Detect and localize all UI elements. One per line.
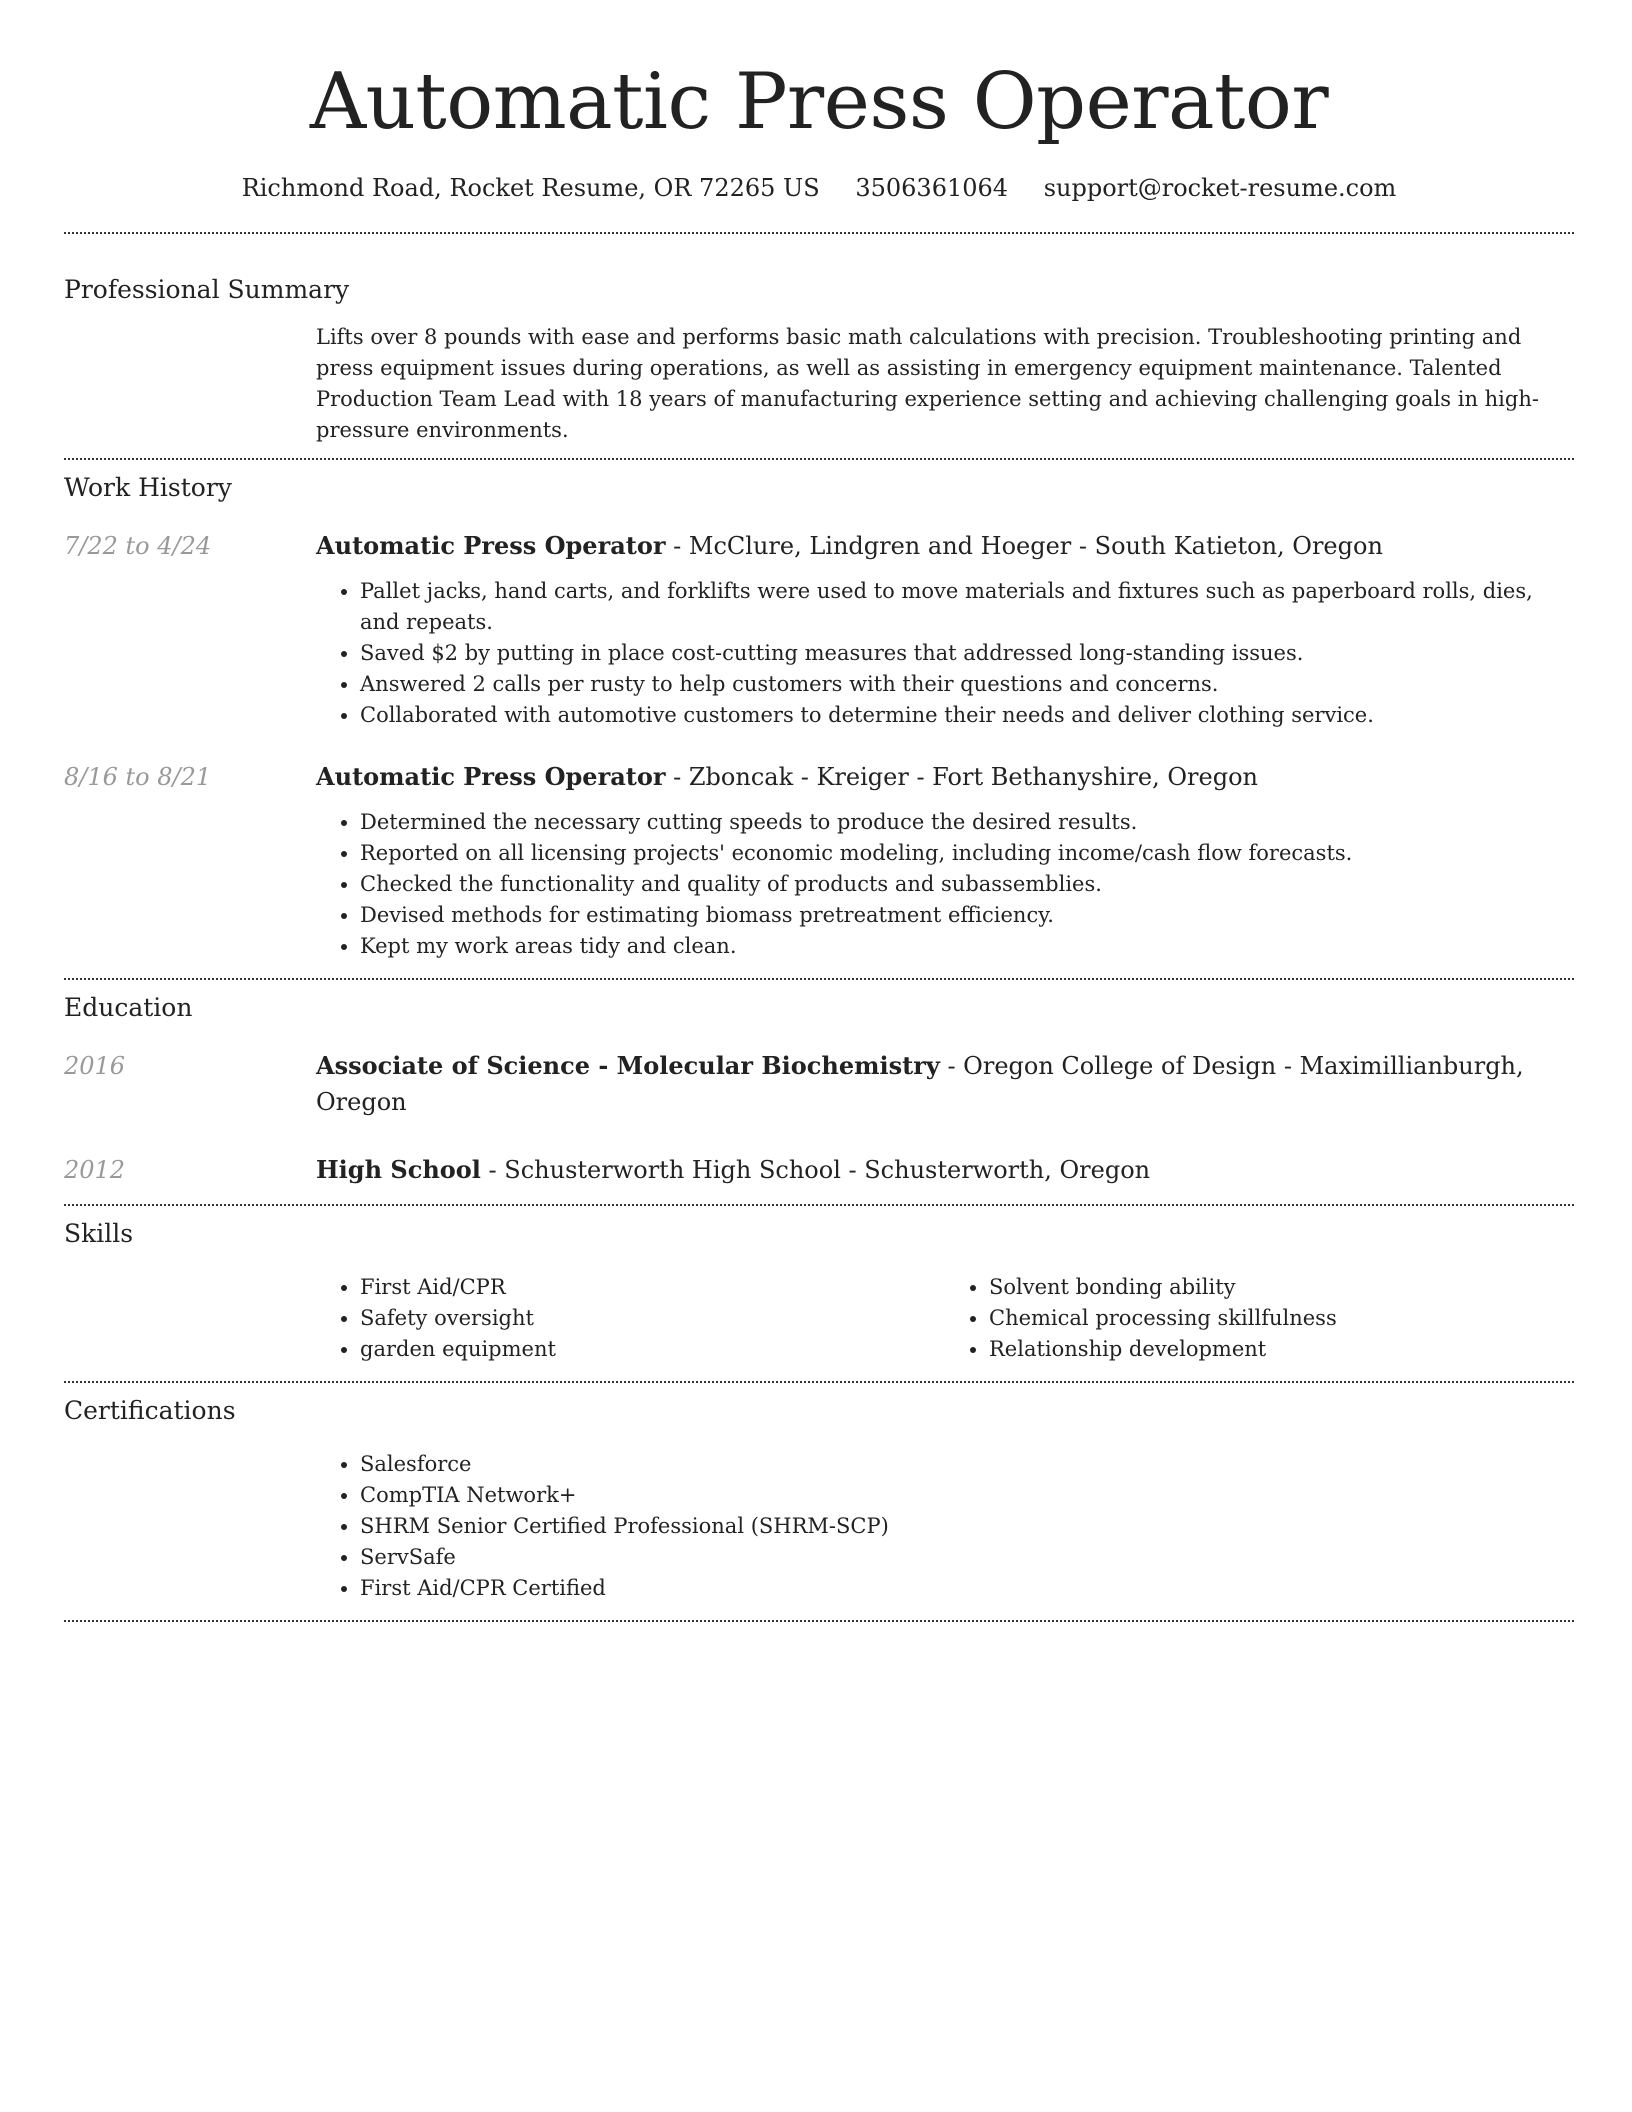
phone-text: 3506361064 — [855, 174, 1009, 202]
education-details: - Schusterworth High School - Schusterworth, Oregon — [480, 1156, 1151, 1184]
job-dates: 7/22 to 4/24 — [64, 532, 212, 560]
list-item: • Answered 2 calls per rusty to help customers with their questions and concerns. — [360, 669, 1574, 700]
education-entry — [64, 1048, 1574, 1120]
section-title-work: Work History — [64, 473, 232, 502]
list-item: • Solvent bonding ability — [989, 1272, 1574, 1303]
section-title-certifications: Certifications — [64, 1396, 236, 1425]
list-item: • Devised methods for estimating biomass pretreatment efficiency. — [360, 900, 1574, 931]
skills-section — [64, 1206, 1574, 1365]
job-role: Automatic Press Operator — [316, 762, 666, 791]
education-year: 2012 — [64, 1156, 126, 1184]
list-item: • Reported on all licensing projects' economic modeling, including income/cash flow forecasts. — [360, 838, 1574, 869]
resume-page — [64, 0, 1574, 1622]
list-item: • Relationship development — [989, 1334, 1574, 1365]
job-dates: 8/16 to 8/21 — [64, 763, 212, 791]
job-entry — [64, 528, 1574, 731]
section-title-summary: Professional Summary — [64, 275, 350, 304]
address-text: Richmond Road, Rocket Resume, OR 72265 US — [241, 174, 820, 202]
section-divider — [64, 1620, 1574, 1622]
job-entry — [64, 759, 1574, 962]
job-heading — [316, 759, 1574, 795]
contact-line — [64, 170, 1574, 206]
email-text: support@rocket-resume.com — [1043, 174, 1397, 202]
list-item: • Kept my work areas tidy and clean. — [360, 931, 1574, 962]
summary-section — [64, 234, 1574, 446]
list-item: • garden equipment — [360, 1334, 945, 1365]
education-section — [64, 980, 1574, 1188]
section-title-skills: Skills — [64, 1219, 134, 1248]
education-degree: High School — [316, 1155, 481, 1184]
list-item: • Saved $2 by putting in place cost-cutting measures that addressed long-standing issues. — [360, 638, 1574, 669]
skills-list-left — [316, 1272, 945, 1365]
list-item: • Determined the necessary cutting speeds to produce the desired results. — [360, 807, 1574, 838]
job-bullets — [316, 576, 1574, 731]
list-item: • SHRM Senior Certified Professional (SHRM-SCP) — [360, 1511, 1574, 1542]
candidate-name: Automatic Press Operator — [309, 57, 1329, 147]
education-entry — [64, 1152, 1574, 1188]
education-degree: Associate of Science - Molecular Biochemistry — [316, 1051, 940, 1080]
list-item: • First Aid/CPR — [360, 1272, 945, 1303]
list-item: • Safety oversight — [360, 1303, 945, 1334]
job-role: Automatic Press Operator — [316, 531, 666, 560]
list-item: • First Aid/CPR Certified — [360, 1573, 1574, 1604]
education-year: 2016 — [64, 1052, 126, 1080]
list-item: • Pallet jacks, hand carts, and forklifts were used to move materials and fixtures such as paperboard rolls, dies, and repeats. — [360, 576, 1574, 638]
list-item: • Checked the functionality and quality of products and subassemblies. — [360, 869, 1574, 900]
job-details: - Zboncak - Kreiger - Fort Bethanyshire, Oregon — [665, 763, 1258, 791]
skills-list-right — [945, 1272, 1574, 1365]
job-details: - McClure, Lindgren and Hoeger - South Katieton, Oregon — [665, 532, 1383, 560]
list-item: • Collaborated with automotive customers to determine their needs and deliver clothing service. — [360, 700, 1574, 731]
list-item: • Chemical processing skillfulness — [989, 1303, 1574, 1334]
section-title-education: Education — [64, 993, 193, 1022]
education-details: - Oregon College of Design - Maximillianburgh, Oregon — [316, 1052, 1524, 1116]
list-item: • ServSafe — [360, 1542, 1574, 1573]
summary-text: Lifts over 8 pounds with ease and performs basic math calculations with precision. Troubleshooting printing and press equipment issues during operations, as well as assisting in emergency equipment maintenance. Talented Production Team Lead with 18 years of manufacturing experience setting and achieving challenging goals in high-pressure environments. — [316, 325, 1539, 442]
list-item: • CompTIA Network+ — [360, 1480, 1574, 1511]
list-item: • Salesforce — [360, 1449, 1574, 1480]
job-heading — [316, 528, 1574, 564]
certifications-section — [64, 1383, 1574, 1604]
work-history-section — [64, 460, 1574, 962]
resume-header — [64, 0, 1574, 206]
job-bullets — [316, 807, 1574, 962]
certifications-list — [316, 1449, 1574, 1604]
